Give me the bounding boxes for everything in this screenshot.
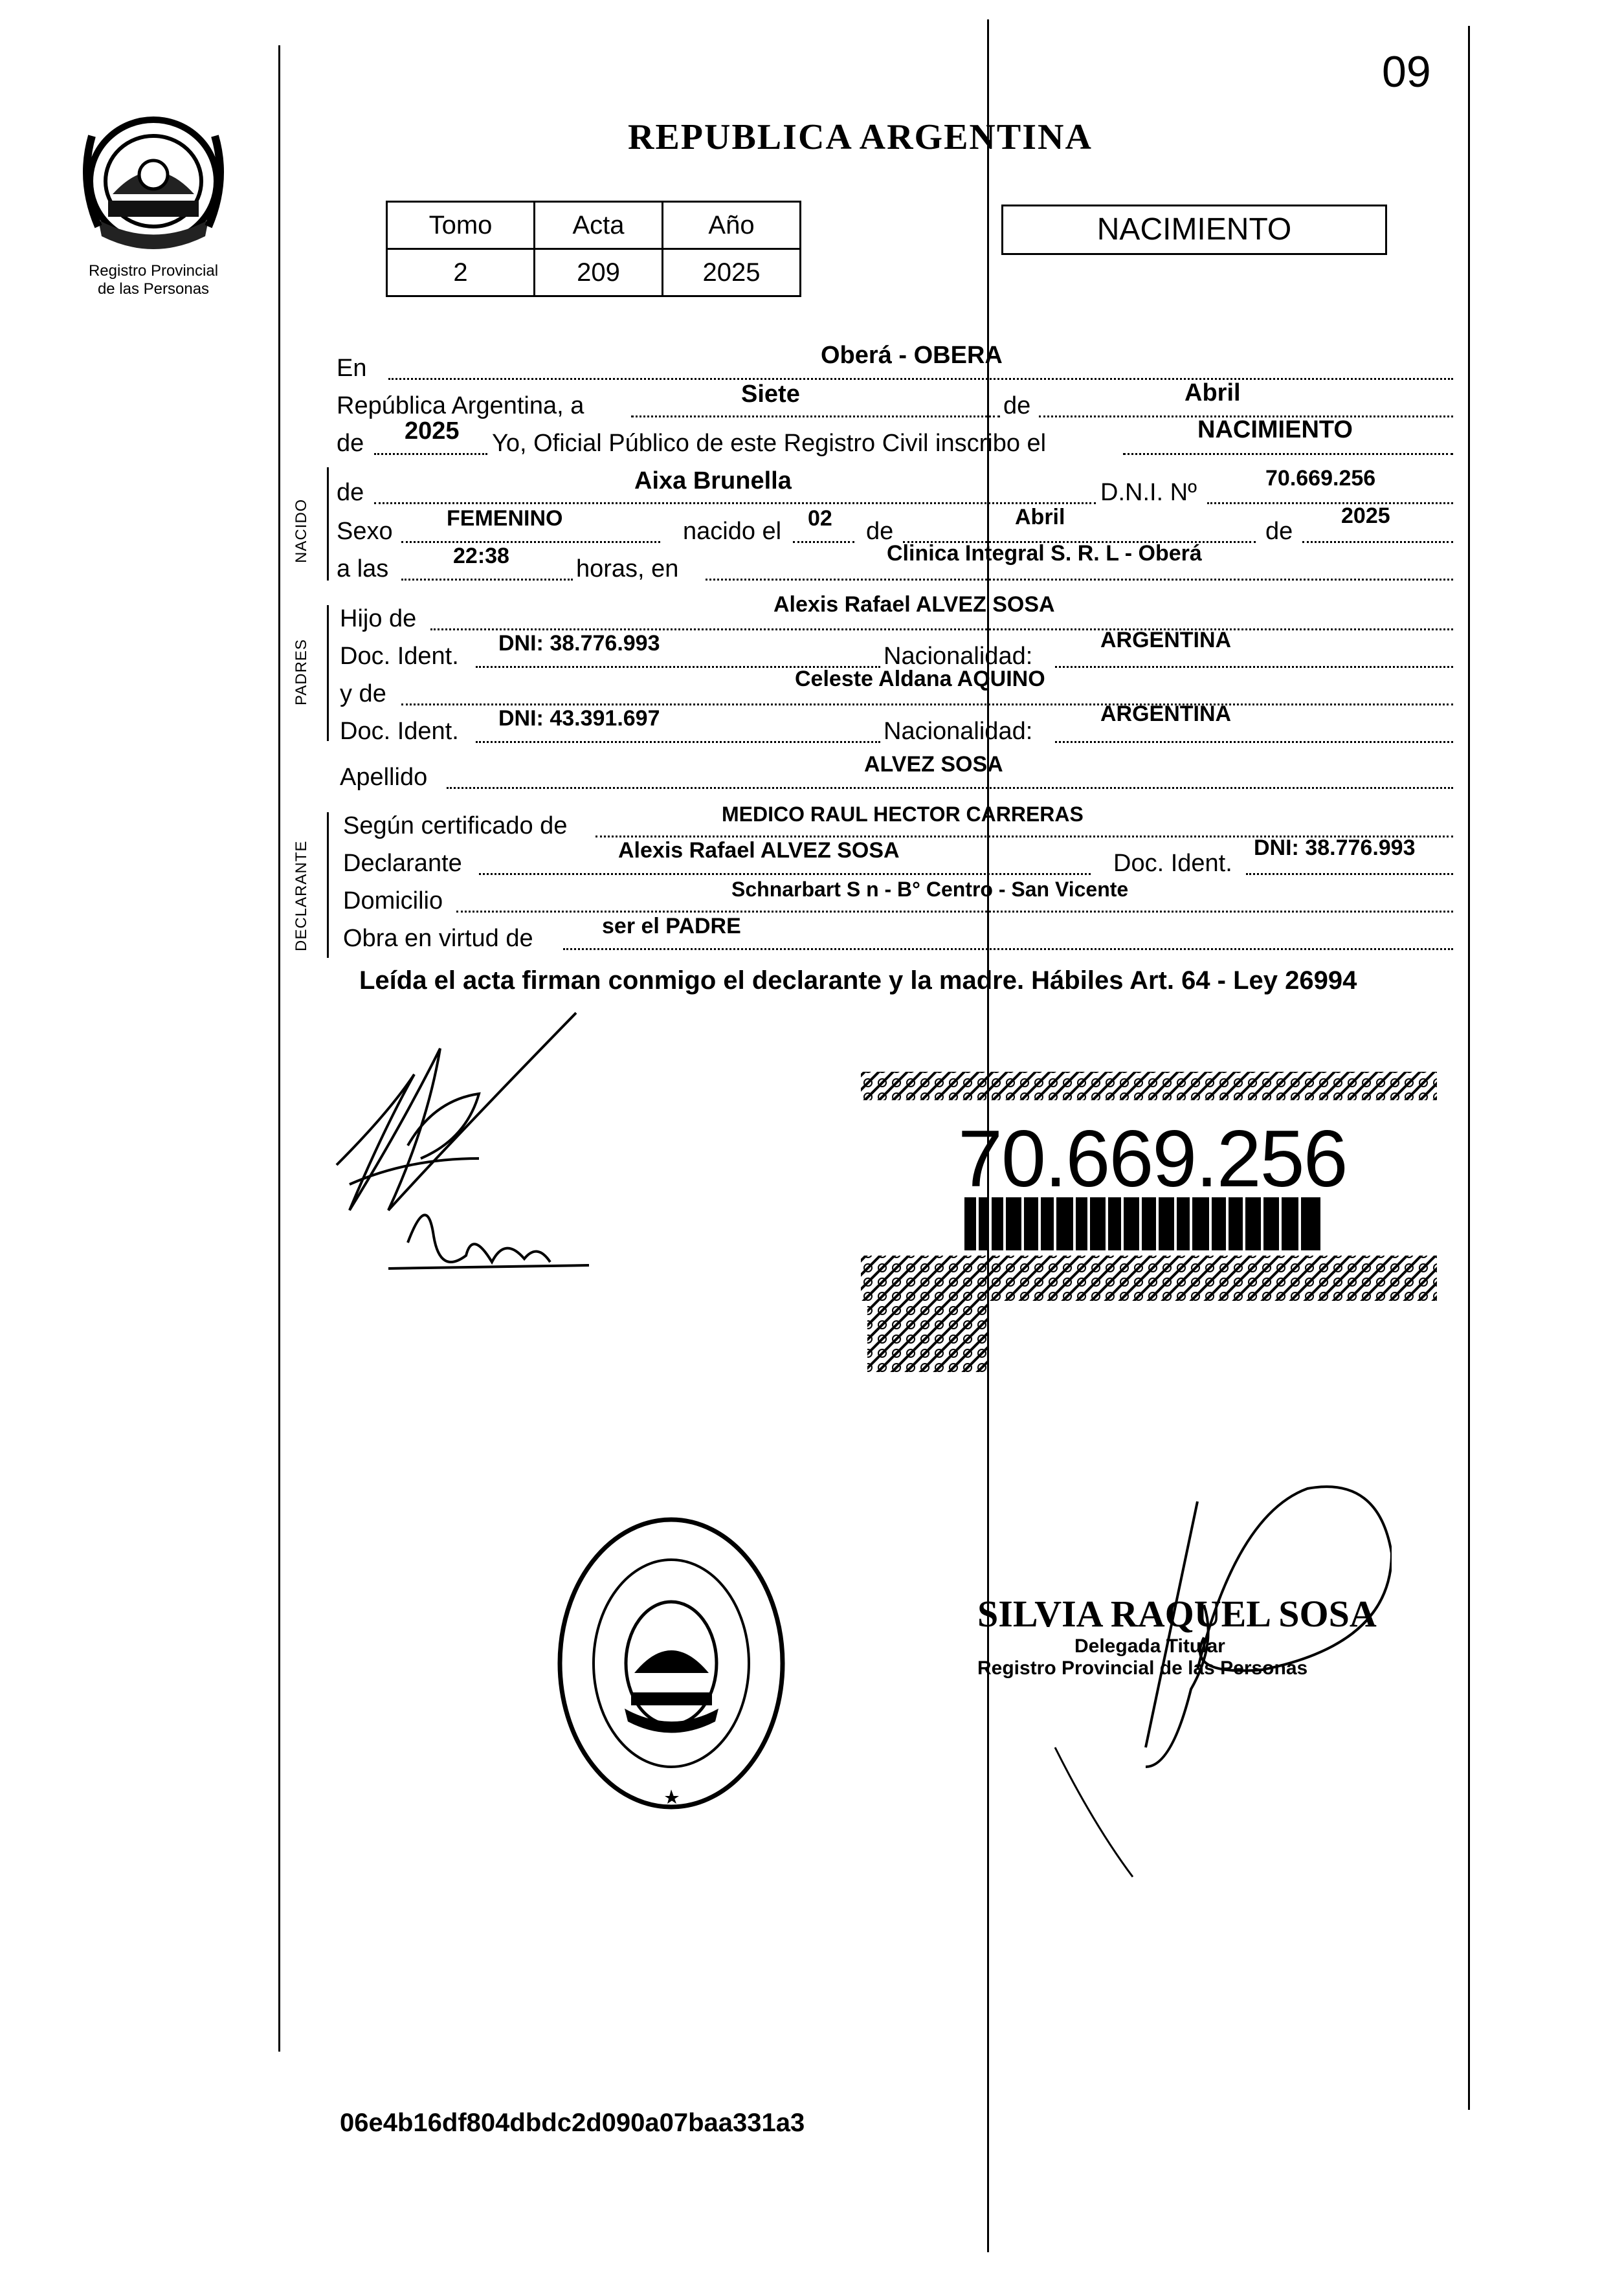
declarant-signature (311, 997, 615, 1294)
type-value: NACIMIENTO (1197, 416, 1353, 443)
acta-value: 209 (535, 249, 663, 296)
surname-value: ALVEZ SOSA (864, 752, 1003, 777)
dotted-line (631, 415, 1000, 417)
mother-doc-value: DNI: 43.391.697 (498, 706, 660, 731)
label-domicilio: Domicilio (343, 887, 443, 914)
label-republica: República Argentina, a (337, 392, 584, 419)
birth-day-value: 02 (808, 506, 832, 531)
label-declarante: Declarante (343, 850, 462, 877)
dotted-line (430, 628, 1453, 630)
anio-header: Año (663, 202, 801, 249)
padres-bracket (327, 605, 329, 741)
dotted-line (374, 502, 1096, 504)
logo-caption-line2: de las Personas (97, 280, 210, 298)
signatory-block (977, 1592, 1377, 1679)
label-de-anio: de (1265, 518, 1293, 545)
birth-year-value: 2025 (1341, 504, 1390, 528)
official-seal-icon (553, 1511, 790, 1815)
label-yo: Yo, Oficial Público de este Registro Civil inscribo el (492, 430, 1047, 457)
place-value: Oberá - OBERA (821, 342, 1003, 369)
anio-value: 2025 (663, 249, 801, 296)
acta-header: Acta (535, 202, 663, 249)
dotted-line (1055, 666, 1453, 668)
label-nac2: Nacionalidad: (884, 718, 1033, 745)
child-dni-value: 70.669.256 (1265, 466, 1376, 491)
label-nac1: Nacionalidad: (884, 643, 1033, 670)
nacido-bracket (327, 467, 329, 581)
dni-label-number: 70.669.256 (958, 1114, 1347, 1204)
declarant-name-value: Alexis Rafael ALVEZ SOSA (618, 838, 900, 863)
mother-name-value: Celeste Aldana AQUINO (795, 667, 1045, 691)
dotted-line (563, 948, 1453, 950)
label-y-de: y de (340, 680, 386, 707)
declarante-side-label: DECLARANTE (293, 840, 310, 951)
label-de: de (1003, 392, 1031, 419)
dni-security-label (861, 1061, 1443, 1379)
officer-signature (1029, 1476, 1392, 1890)
label-doc1: Doc. Ident. (340, 643, 459, 670)
nacido-side-label: NACIDO (293, 498, 310, 563)
father-name-value: Alexis Rafael ALVEZ SOSA (773, 592, 1055, 617)
label-nacido: nacido el (683, 518, 782, 545)
dotted-line (476, 741, 880, 743)
coat-of-arms-icon (72, 110, 234, 259)
label-a-las: a las (337, 555, 389, 582)
label-horas: horas, en (576, 555, 679, 582)
dotted-line (1246, 873, 1453, 875)
document-title: REPUBLICA ARGENTINA (628, 117, 1093, 157)
tomo-value: 2 (387, 249, 535, 296)
closing-statement: Leída el acta firman conmigo el declarante y la madre. Hábiles Art. 64 - Ley 26994 (359, 966, 1357, 995)
dotted-line (388, 378, 1453, 380)
registry-table (386, 201, 801, 297)
birth-month-value: Abril (1015, 505, 1065, 529)
month-value: Abril (1185, 379, 1241, 406)
label-hijo: Hijo de (340, 605, 417, 632)
birth-time-value: 22:38 (453, 544, 509, 568)
barcode-icon (964, 1197, 1320, 1250)
label-obra: Obra en virtud de (343, 925, 533, 952)
dotted-line (401, 579, 573, 581)
dotted-line (401, 541, 660, 543)
year-value: 2025 (405, 417, 460, 445)
sex-value: FEMENINO (447, 506, 563, 531)
dotted-line (479, 873, 1091, 875)
logo-caption-line1: Registro Provincial (88, 262, 219, 280)
dotted-line (456, 911, 1453, 913)
dotted-line (401, 703, 1453, 705)
mother-nationality-value: ARGENTINA (1100, 702, 1232, 726)
page-number: 09 (1382, 47, 1431, 96)
label-sexo: Sexo (337, 518, 393, 545)
signatory-role: Delegada Titular (1074, 1635, 1225, 1657)
capacity-value: ser el PADRE (602, 914, 741, 938)
father-nationality-value: ARGENTINA (1100, 628, 1232, 652)
dotted-line (1055, 741, 1453, 743)
document-hash: 06e4b16df804dbdc2d090a07baa331a3 (340, 2109, 805, 2137)
birth-place-value: Clinica Integral S. R. L - Oberá (887, 541, 1202, 566)
label-de2: de (337, 430, 364, 457)
label-doc-decl: Doc. Ident. (1113, 850, 1232, 877)
father-doc-value: DNI: 38.776.993 (498, 631, 660, 656)
label-apellido: Apellido (340, 764, 428, 791)
dotted-line (447, 787, 1453, 789)
label-de-nombre: de (337, 479, 364, 506)
day-words-value: Siete (741, 381, 800, 408)
dotted-line (706, 579, 1453, 581)
label-en: En (337, 355, 367, 382)
tomo-header: Tomo (387, 202, 535, 249)
child-name-value: Aixa Brunella (634, 467, 792, 494)
label-dni: D.N.I. Nº (1100, 479, 1197, 506)
dotted-line (374, 453, 487, 455)
dotted-line (1123, 453, 1453, 455)
label-de-mes: de (866, 518, 894, 545)
left-margin-rule (278, 45, 280, 2052)
declarante-bracket (327, 812, 329, 958)
right-margin-rule (1468, 26, 1470, 2110)
acta-type-box: NACIMIENTO (1001, 205, 1387, 255)
province-logo (72, 110, 234, 298)
dotted-line (793, 541, 854, 543)
label-segun: Según certificado de (343, 812, 568, 839)
certificate-value: MEDICO RAUL HECTOR CARRERAS (722, 803, 1084, 826)
dotted-line (1302, 541, 1453, 543)
label-doc2: Doc. Ident. (340, 718, 459, 745)
signatory-name: SILVIA RAQUEL SOSA (977, 1593, 1377, 1635)
address-value: Schnarbart S n - B° Centro - San Vicente (731, 878, 1129, 901)
logo-caption (60, 262, 247, 298)
dotted-line (1207, 502, 1453, 504)
declarant-doc-value: DNI: 38.776.993 (1254, 836, 1416, 860)
signatory-office: Registro Provincial de las Personas (977, 1657, 1308, 1679)
padres-side-label: PADRES (293, 639, 310, 705)
